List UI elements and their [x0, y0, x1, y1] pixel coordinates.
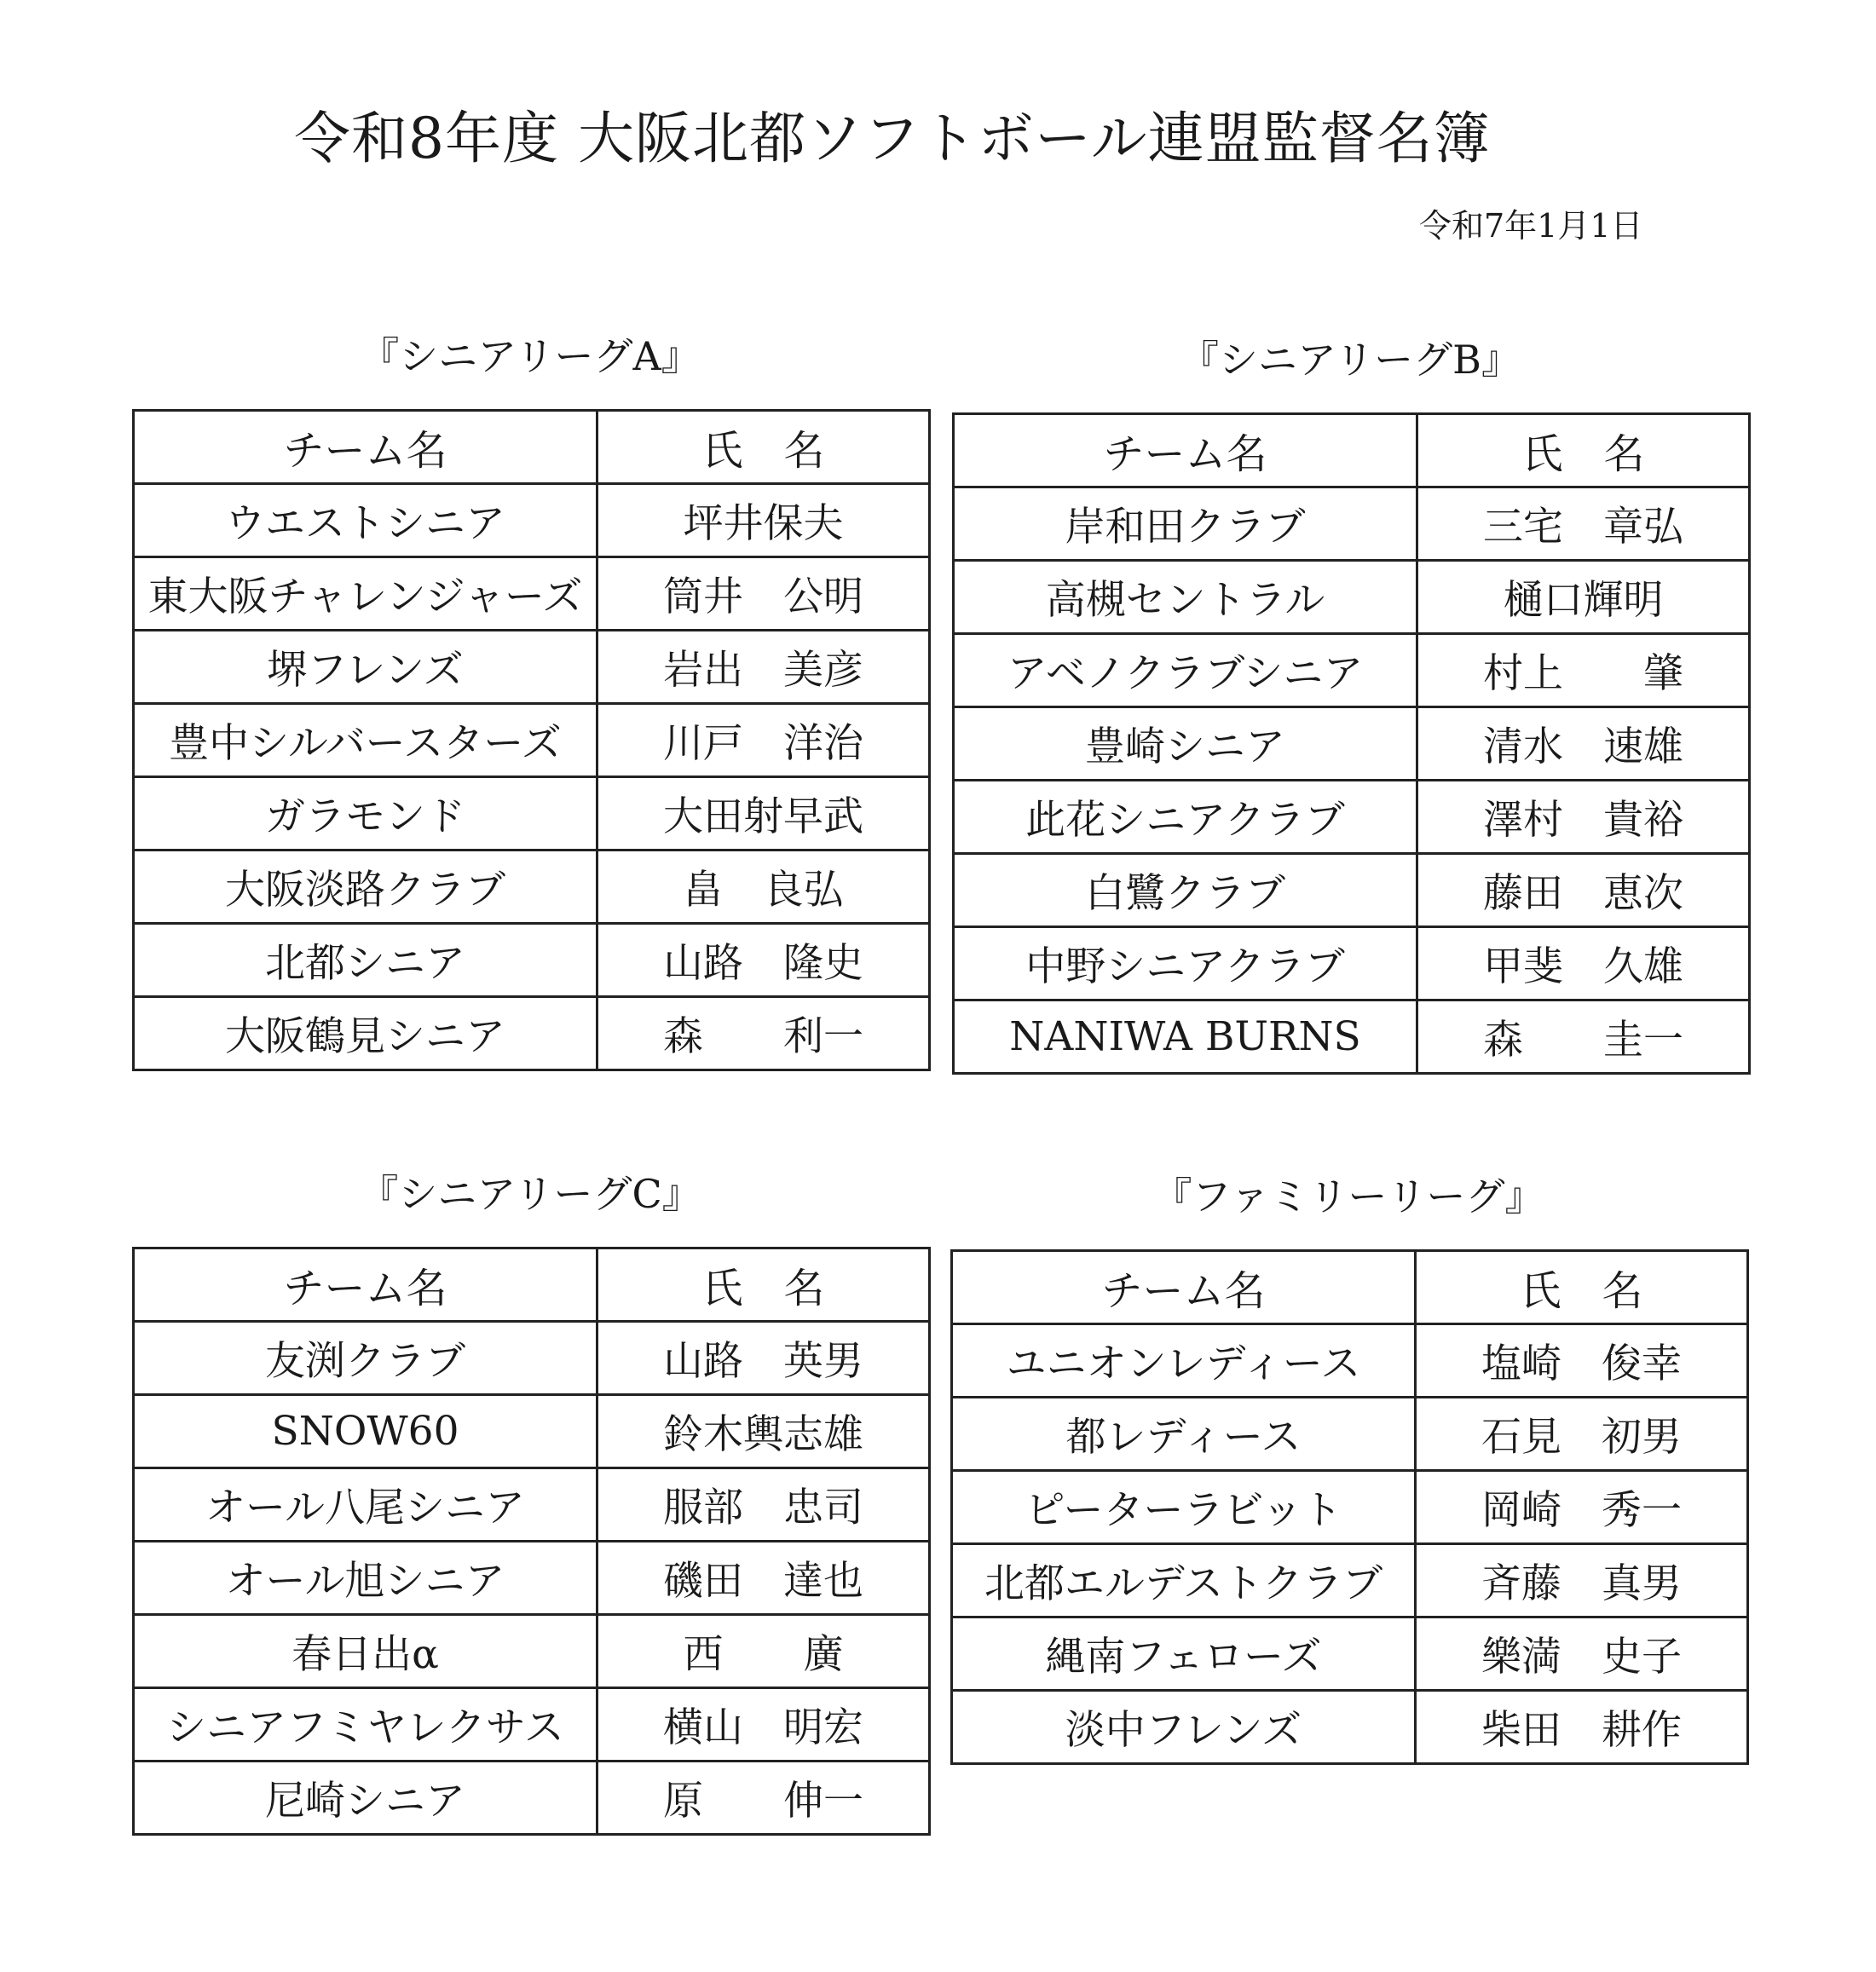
team-name-cell: 堺フレンズ [134, 631, 597, 704]
team-header: チーム名 [134, 1248, 597, 1322]
manager-name-cell: 西 廣 [597, 1615, 930, 1688]
manager-name-cell: 坪井保夫 [597, 484, 930, 557]
team-name-cell: アベノクラブシニア [954, 634, 1417, 707]
table-row [954, 781, 1750, 854]
team-name-cell: 大阪鶴見シニア [134, 997, 597, 1070]
manager-name-cell: 磯田 達也 [597, 1542, 930, 1615]
league-senior-c [132, 1171, 928, 1836]
table-row [954, 1000, 1750, 1074]
table-row [134, 1615, 930, 1688]
name-header: 氏 名 [597, 411, 930, 484]
team-name-cell: ガラモンド [134, 777, 597, 850]
manager-name-cell: 柴田 耕作 [1416, 1691, 1748, 1764]
manager-name-cell: 澤村 貴裕 [1417, 781, 1750, 854]
manager-name-cell: 岩出 美彦 [597, 631, 930, 704]
team-name-cell: 淡中フレンズ [952, 1691, 1416, 1764]
manager-name-cell: 斉藤 真男 [1416, 1544, 1748, 1617]
league-title: 『シニアリーグC』 [359, 1171, 701, 1217]
manager-name-cell: 山路 隆史 [597, 924, 930, 997]
table-row [954, 634, 1750, 707]
roster-table [132, 1247, 931, 1836]
table-row [134, 484, 930, 557]
manager-name-cell: 三宅 章弘 [1417, 487, 1750, 561]
table-row [134, 1762, 930, 1835]
manager-name-cell: 石見 初男 [1416, 1398, 1748, 1471]
team-name-cell: ウエストシニア [134, 484, 597, 557]
name-header: 氏 名 [1417, 414, 1750, 487]
manager-name-cell: 山路 英男 [597, 1322, 930, 1395]
team-name-cell: 尼崎シニア [134, 1762, 597, 1835]
roster-table [952, 412, 1751, 1075]
table-row [134, 1468, 930, 1542]
table-row [954, 854, 1750, 927]
team-name-cell: 白鷺クラブ [954, 854, 1417, 927]
team-name-cell: ユニオンレディース [952, 1324, 1416, 1398]
table-row [954, 487, 1750, 561]
manager-name-cell: 森 圭一 [1417, 1000, 1750, 1074]
team-name-cell: 豊中シルバースターズ [134, 704, 597, 777]
manager-name-cell: 村上 肇 [1417, 634, 1750, 707]
manager-name-cell: 筒井 公明 [597, 557, 930, 631]
manager-name-cell: 原 伸一 [597, 1762, 930, 1835]
manager-name-cell: 大田射早武 [597, 777, 930, 850]
roster-table [132, 409, 931, 1071]
league-title: 『シニアリーグA』 [360, 333, 701, 379]
team-name-cell: 高槻セントラル [954, 561, 1417, 634]
table-row [134, 997, 930, 1070]
manager-name-cell: 塩崎 俊幸 [1416, 1324, 1748, 1398]
table-row [954, 707, 1750, 781]
header-row [134, 411, 930, 484]
team-name-cell: 豊崎シニア [954, 707, 1417, 781]
team-name-cell: 中野シニアクラブ [954, 927, 1417, 1000]
table-row [134, 1688, 930, 1762]
team-name-cell: 北都シニア [134, 924, 597, 997]
table-row [134, 557, 930, 631]
league-senior-a [132, 333, 928, 1071]
team-name-cell: 縄南フェローズ [952, 1617, 1416, 1691]
league-family [950, 1173, 1746, 1765]
header-row [952, 1251, 1748, 1324]
table-row [134, 631, 930, 704]
team-name-cell: オール八尾シニア [134, 1468, 597, 1542]
document-title: 令和8年度 大阪北都ソフトボール連盟監督名簿 [294, 106, 1491, 171]
table-row [954, 561, 1750, 634]
table-row [952, 1544, 1748, 1617]
table-row [952, 1471, 1748, 1544]
table-row [134, 777, 930, 850]
league-senior-b [952, 337, 1748, 1075]
manager-name-cell: 甲斐 久雄 [1417, 927, 1750, 1000]
table-row [134, 1322, 930, 1395]
team-name-cell: 此花シニアクラブ [954, 781, 1417, 854]
name-header: 氏 名 [597, 1248, 930, 1322]
league-title: 『ファミリーリーグ』 [1152, 1173, 1544, 1220]
manager-name-cell: 森 利一 [597, 997, 930, 1070]
manager-name-cell: 藤田 恵次 [1417, 854, 1750, 927]
manager-name-cell: 畠 良弘 [597, 850, 930, 924]
table-row [954, 927, 1750, 1000]
manager-name-cell: 樋口輝明 [1417, 561, 1750, 634]
team-header: チーム名 [134, 411, 597, 484]
team-header: チーム名 [952, 1251, 1416, 1324]
table-row [952, 1324, 1748, 1398]
table-row [952, 1398, 1748, 1471]
manager-name-cell: 横山 明宏 [597, 1688, 930, 1762]
team-name-cell: 春日出α [134, 1615, 597, 1688]
league-title: 『シニアリーグB』 [1180, 337, 1521, 383]
manager-name-cell: 鈴木輿志雄 [597, 1395, 930, 1468]
team-name-cell: 岸和田クラブ [954, 487, 1417, 561]
team-name-cell: シニアフミヤレクサス [134, 1688, 597, 1762]
team-name-cell: 大阪淡路クラブ [134, 850, 597, 924]
manager-name-cell: 樂満 史子 [1416, 1617, 1748, 1691]
table-row [134, 850, 930, 924]
team-name-cell: 東大阪チャレンジャーズ [134, 557, 597, 631]
manager-name-cell: 服部 忠司 [597, 1468, 930, 1542]
table-row [134, 1395, 930, 1468]
team-name-cell: オール旭シニア [134, 1542, 597, 1615]
manager-name-cell: 川戸 洋治 [597, 704, 930, 777]
team-name-cell: 北都エルデストクラブ [952, 1544, 1416, 1617]
roster-table [950, 1249, 1749, 1765]
team-name-cell: 都レディース [952, 1398, 1416, 1471]
document-date: 令和7年1月1日 [1419, 207, 1643, 245]
team-name-cell: NANIWA BURNS [954, 1000, 1417, 1074]
manager-name-cell: 清水 速雄 [1417, 707, 1750, 781]
team-name-cell: 友渕クラブ [134, 1322, 597, 1395]
table-row [952, 1691, 1748, 1764]
table-row [134, 704, 930, 777]
table-row [952, 1617, 1748, 1691]
table-row [134, 1542, 930, 1615]
manager-name-cell: 岡崎 秀一 [1416, 1471, 1748, 1544]
header-row [954, 414, 1750, 487]
name-header: 氏 名 [1416, 1251, 1748, 1324]
table-row [134, 924, 930, 997]
team-name-cell: ピーターラビット [952, 1471, 1416, 1544]
header-row [134, 1248, 930, 1322]
team-name-cell: SNOW60 [134, 1395, 597, 1468]
team-header: チーム名 [954, 414, 1417, 487]
